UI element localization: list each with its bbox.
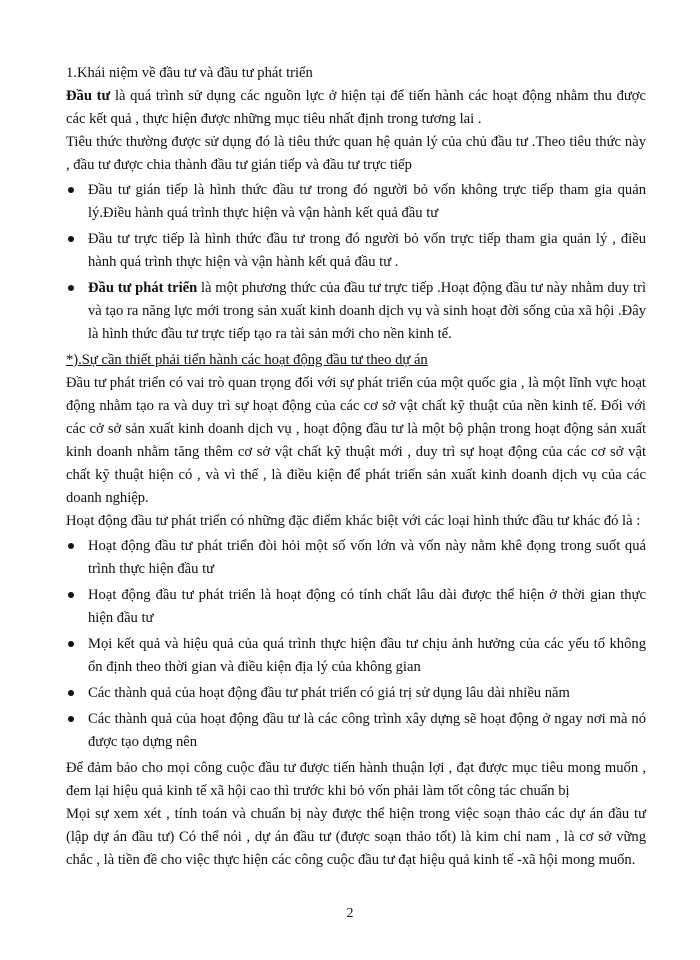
list-item: [66, 228, 646, 274]
investment-types-list: [66, 179, 646, 346]
section-heading: 1.Khái niệm về đầu tư và đầu tư phát triển: [66, 65, 313, 81]
definition-text: là quá trình sử dụng các nguồn lực ở hiện tại để tiến hành các hoạt động nhằm thu được các kết quả , thực hiện được những mục tiêu nhất định trong tương lai .: [66, 88, 646, 127]
paragraph-role: Đầu tư phát triển có vai trò quan trọng đối với sự phát triển của một quốc gia , là một lĩnh vực hoạt động nhằm tạo ra và duy trì sự hoạt động của các cơ sở vật chất kỹ thuật của nền kinh tế. Đối với các cở sở sản xuất kinh doanh dịch vụ , hoạt động đầu tư là một bộ phận trong hoạt động sản xuất kinh doanh nhằm tăng thêm cơ sở vật chất kỹ thuật mới , duy trì sự hoạt động của các cơ sở vật chất kỹ thuật hiện có , và vì thế , là điều kiện để phát triển sản xuất kinh doanh dịch vụ của các doanh nghiệp.: [66, 375, 646, 506]
list-item-text: Hoạt động đầu tư phát triển là hoạt động có tính chất lâu dài được thể hiện ở thời gian thực hiện đầu tư: [88, 587, 646, 626]
paragraph-preparation: Để đảm bảo cho mọi công cuộc đầu tư được tiến hành thuận lợi , đạt được mục tiêu mong muốn , đem lại hiệu quả kinh tế xã hội cao thì trước khi bỏ vốn phải làm tốt công tác chuẩn bị: [66, 760, 646, 799]
list-item-text: là một phương thức của đầu tư trực tiếp .Hoạt động đầu tư này nhằm duy trì và tạo ra năng lực mới trong sản xuất kinh doanh dịch vụ và sinh hoạt đời sống của xã hội .Đây là hình thức đầu tư trực tiếp tạo ra tài sản mới cho nền kinh tế.: [88, 280, 646, 342]
bullet-icon: [68, 285, 74, 291]
paragraph-classification: Tiêu thức thường được sử dụng đó là tiêu thức quan hệ quản lý của chủ đầu tư .Theo tiêu thức này , đầu tư được chia thành đầu tư gián tiếp và đầu tư trực tiếp: [66, 134, 646, 173]
document-body: [66, 62, 646, 872]
bullet-icon: [68, 690, 74, 696]
bullet-icon: [68, 592, 74, 598]
paragraph-definition: [66, 85, 646, 131]
bullet-icon: [68, 716, 74, 722]
list-item-text: Mọi kết quả và hiệu quả của quá trình thực hiện đầu tư chịu ảnh hưởng của các yếu tố không ổn định theo thời gian và điều kiện địa lý của không gian: [88, 636, 646, 675]
list-item-text: Hoạt động đầu tư phát triển đòi hỏi một số vốn lớn và vốn này nằm khê đọng trong suốt quá trình thực hiện đầu tư: [88, 538, 646, 577]
list-item: [66, 682, 646, 705]
characteristics-list: [66, 535, 646, 754]
term-bold: Đầu tư: [66, 88, 111, 104]
list-item: [66, 535, 646, 581]
paragraph-characteristics-intro: Hoạt động đầu tư phát triển có những đặc điểm khác biệt với các loại hình thức đầu tư khác đó là :: [66, 513, 641, 529]
bullet-icon: [68, 236, 74, 242]
list-item-text: Đầu tư gián tiếp là hình thức đầu tư trong đó người bỏ vốn không trực tiếp tham gia quản lý.Điều hành quá trình thực hiện và vận hành kết quả đầu tư: [88, 182, 646, 221]
section2-heading: *).Sự cần thiết phải tiến hành các hoạt động đầu tư theo dự án: [66, 352, 428, 368]
bullet-icon: [68, 543, 74, 549]
bullet-icon: [68, 641, 74, 647]
list-item-text: Đầu tư trực tiếp là hình thức đầu tư trong đó người bỏ vốn trực tiếp tham gia quản lý , điều hành quá trình thực hiện và vận hành kết quả đầu tư .: [88, 231, 646, 270]
list-item: [66, 708, 646, 754]
list-item-bold-term: Đầu tư phát triển: [88, 280, 198, 296]
list-item-text: Các thành quả của hoạt động đầu tư phát triển có giá trị sử dụng lâu dài nhiều năm: [88, 685, 570, 701]
list-item: [66, 633, 646, 679]
list-item: [66, 179, 646, 225]
paragraph-project-importance: Mọi sự xem xét , tính toán và chuẩn bị này được thể hiện trong việc soạn thảo các dự án đầu tư (lập dự án đầu tư) Có thể nói , dự án đầu tư (được soạn thảo tốt) là kim chỉ nam , là cơ sở vững chắc , là tiền đề cho việc thực hiện các công cuộc đầu tư đạt hiệu quả kinh tế -xã hội mong muốn.: [66, 806, 646, 868]
list-item: [66, 584, 646, 630]
page-number: 2: [346, 906, 354, 921]
bullet-icon: [68, 187, 74, 193]
list-item-text: Các thành quả của hoạt động đầu tư là các công trình xây dựng sẽ hoạt động ở ngay nơi mà nó được tạo dựng nên: [88, 711, 646, 750]
list-item: [66, 277, 646, 346]
